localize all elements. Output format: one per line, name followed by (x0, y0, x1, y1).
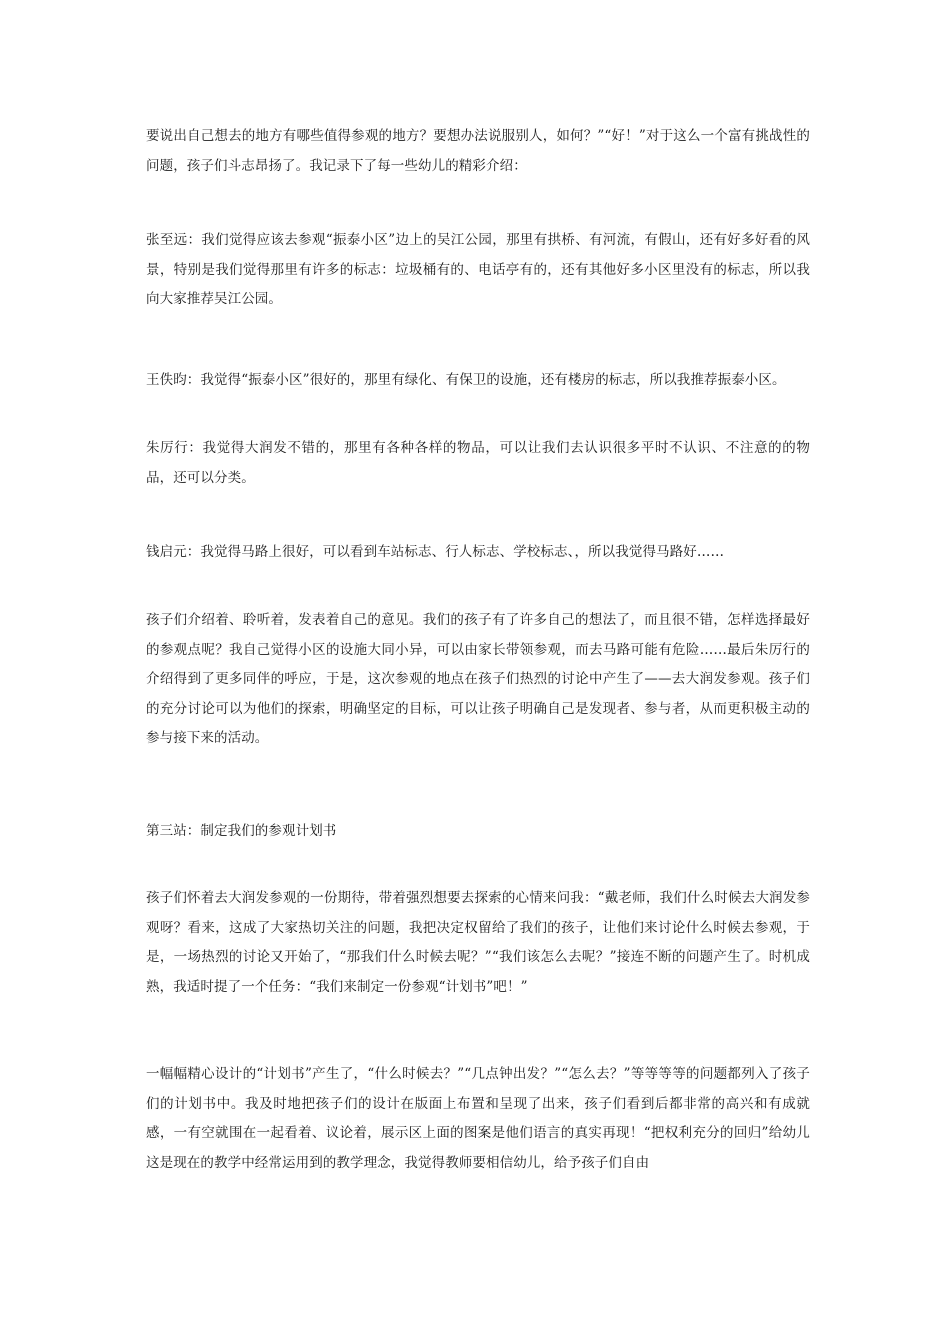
paragraph-intro: 要说出自己想去的地方有哪些值得参观的地方？要想办法说服别人，如何？”“好！”对于这么一个富有挑战性的问题，孩子们斗志昂扬了。我记录下了每一些幼儿的精彩介绍： (146, 128, 810, 174)
paragraph-zhang-zhiyuan: 张至远：我们觉得应该去参观“振泰小区”边上的吴江公园，那里有拱桥、有河流，有假山，还有好多好看的风景，特别是我们觉得那里有许多的标志：垃圾桶有的、电话亭有的，还有其他好多小区里没有的标志，所以我向大家推荐吴江公园。 (146, 232, 810, 307)
paragraph-zhu-lixing: 朱厉行：我觉得大润发不错的，那里有各种各样的物品，可以让我们去认识很多平时不认识、不注意的的物品，还可以分类。 (146, 440, 810, 486)
paragraph-plan-intro: 孩子们怀着去大润发参观的一份期待，带着强烈想要去探索的心情来问我：“戴老师，我们什么时候去大润发参观呀？看来，这成了大家热切关注的问题，我把决定权留给了我们的孩子，让他们来讨论什么时候去参观，于是，一场热烈的讨论又开始了，“那我们什么时候去呢？”“我们该怎么去呢？”接连不断的问题产生了。时机成熟，我适时提了一个任务：“我们来制定一份参观“计划书”吧！” (146, 890, 810, 995)
section-heading-third-stop: 第三站：制定我们的参观计划书 (146, 823, 337, 839)
paragraph-discussion-summary: 孩子们介绍着、聆听着，发表着自己的意见。我们的孩子有了许多自己的想法了，而且很不错，怎样选择最好的参观点呢？我自己觉得小区的设施大同小异，可以由家长带领参观，而去马路可能有危险……最后朱厉行的介绍得到了更多同伴的呼应，于是，这次参观的地点在孩子们热烈的讨论中产生了——去大润发参观。孩子们的充分讨论可以为他们的探索，明确坚定的目标，可以让孩子明确自己是发现者、参与者，从而更积极主动的参与接下来的活动。 (146, 612, 810, 746)
paragraph-plan-books: 一幅幅精心设计的“计划书”产生了，“什么时候去？”“几点钟出发？”“怎么去？”等等等等的问题都列入了孩子们的计划书中。我及时地把孩子们的设计在版面上布置和呈现了出来，孩子们看到后都非常的高兴和有成就感，一有空就围在一起看着、议论着，展示区上面的图案是他们语言的真实再现！“把权利充分的回归”给幼儿这是现在的教学中经常运用到的教学理念，我觉得教师要相信幼儿，给予孩子们自由 (146, 1066, 810, 1171)
paragraph-wang-yiyun: 王佚昀：我觉得“振泰小区”很好的，那里有绿化、有保卫的设施，还有楼房的标志，所以我推荐振泰小区。 (146, 372, 786, 388)
paragraph-qian-qiyuan: 钱启元：我觉得马路上很好，可以看到车站标志、行人标志、学校标志、，所以我觉得马路好…… (146, 544, 725, 560)
